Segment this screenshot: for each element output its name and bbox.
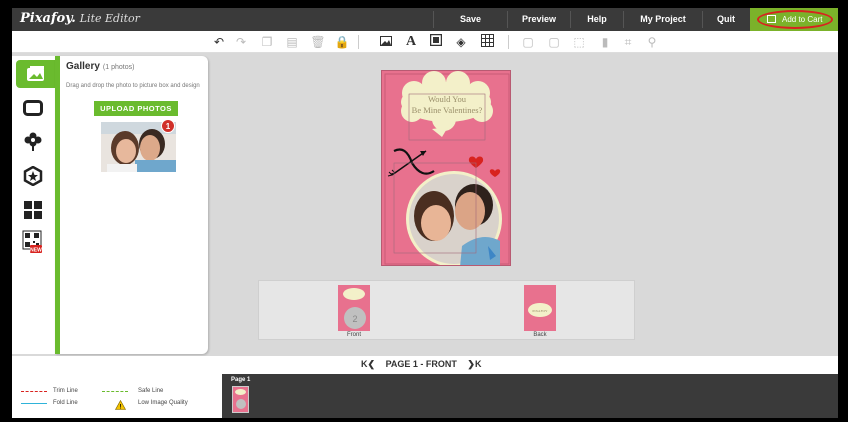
svg-text:PIXAFOY: PIXAFOY bbox=[532, 309, 548, 313]
lock-icon[interactable]: 🔒 bbox=[334, 35, 350, 49]
layout-grid-icon bbox=[23, 200, 43, 220]
copy-icon[interactable]: ❐ bbox=[261, 35, 273, 49]
image-icon[interactable] bbox=[378, 34, 394, 50]
line-legend bbox=[12, 374, 222, 418]
svg-text:NEW: NEW bbox=[30, 247, 42, 254]
gallery-tool-button[interactable] bbox=[16, 60, 56, 88]
qr-code-icon bbox=[22, 230, 44, 254]
gallery-hint: Drag and drop the photo to picture box and design bbox=[66, 83, 200, 89]
delete-icon[interactable]: 🗑 bbox=[310, 35, 326, 49]
crop-icon[interactable]: ⌗ bbox=[624, 35, 632, 49]
preview-button[interactable]: Preview bbox=[521, 14, 557, 24]
logo-text: Pixafoy. bbox=[20, 11, 76, 26]
fold-line-swatch bbox=[21, 403, 47, 404]
sticker-tool-button[interactable] bbox=[16, 162, 50, 190]
front-page-thumbnail[interactable] bbox=[338, 285, 370, 331]
flower-icon bbox=[24, 132, 42, 152]
svg-text:!: ! bbox=[119, 404, 122, 410]
cart-icon bbox=[767, 15, 776, 23]
photo-icon bbox=[26, 65, 46, 83]
send-back-icon[interactable]: ▢ bbox=[548, 35, 560, 49]
add-to-cart-label: Add to Cart bbox=[782, 15, 823, 24]
bottom-bar bbox=[12, 374, 838, 418]
eraser-icon[interactable]: ◈ bbox=[456, 35, 466, 49]
low-quality-label: Low Image Quality bbox=[138, 400, 188, 406]
page-1-thumbnail[interactable] bbox=[232, 386, 249, 413]
clipart-tool-button[interactable] bbox=[16, 128, 50, 156]
pin-icon[interactable]: ⚲ bbox=[647, 35, 657, 49]
upload-photos-button[interactable]: UPLOAD PHOTOS bbox=[94, 101, 178, 116]
bring-front-icon[interactable]: ▢ bbox=[522, 35, 534, 49]
editor-toolbar bbox=[12, 31, 838, 53]
app-logo bbox=[20, 11, 140, 26]
fold-line-label: Fold Line bbox=[53, 400, 78, 406]
page-navigation bbox=[12, 356, 838, 374]
help-button[interactable]: Help bbox=[587, 14, 607, 24]
back-page-label: Back bbox=[533, 332, 547, 338]
gallery-panel bbox=[55, 56, 208, 354]
card-headline-line1: Would You bbox=[427, 94, 467, 104]
gallery-title-text: Gallery bbox=[66, 61, 100, 72]
undo-icon[interactable]: ↶ bbox=[213, 35, 225, 49]
warning-icon bbox=[115, 397, 126, 415]
gallery-title bbox=[66, 61, 134, 72]
frame-icon[interactable] bbox=[428, 34, 444, 50]
last-page-button[interactable]: ❯K bbox=[467, 359, 482, 369]
gallery-count: (1 photos) bbox=[102, 64, 135, 71]
front-page-label: Front bbox=[346, 332, 361, 338]
trim-line-swatch bbox=[21, 391, 47, 392]
safe-line-label: Safe Line bbox=[138, 388, 164, 394]
back-page-thumbnail[interactable] bbox=[524, 285, 556, 331]
top-bar bbox=[12, 8, 838, 31]
card-headline bbox=[406, 94, 488, 116]
redo-icon[interactable]: ↷ bbox=[235, 35, 247, 49]
grid-icon[interactable] bbox=[479, 34, 495, 50]
trim-line-label: Trim Line bbox=[53, 388, 78, 394]
logo-subtitle: Lite Editor bbox=[79, 12, 140, 25]
tool-rail bbox=[12, 56, 56, 354]
paste-icon[interactable]: ▤ bbox=[286, 35, 298, 49]
align-icon[interactable]: ⬚ bbox=[573, 35, 585, 49]
pages-bar-label: Page 1 bbox=[231, 377, 251, 383]
safe-line-swatch bbox=[102, 391, 128, 392]
quit-button[interactable]: Quit bbox=[717, 14, 735, 24]
flip-icon[interactable]: ▮ bbox=[601, 35, 609, 49]
my-project-button[interactable]: My Project bbox=[640, 14, 686, 24]
layout-tool-button[interactable] bbox=[16, 196, 50, 224]
photo-usage-badge: 1 bbox=[161, 119, 175, 133]
rectangle-icon bbox=[23, 100, 43, 116]
page-strip bbox=[258, 280, 635, 340]
card-headline-line2: Be Mine Valentines? bbox=[411, 105, 483, 115]
badge-star-icon bbox=[23, 166, 43, 186]
current-page-label: PAGE 1 - FRONT bbox=[385, 359, 457, 369]
first-page-button[interactable]: K❮ bbox=[361, 359, 376, 369]
svg-text:2: 2 bbox=[352, 314, 358, 324]
qr-tool-button[interactable] bbox=[16, 228, 50, 256]
text-icon[interactable]: A bbox=[405, 34, 417, 49]
add-to-cart-button[interactable] bbox=[750, 8, 838, 31]
save-button[interactable]: Save bbox=[459, 14, 482, 24]
shape-tool-button[interactable] bbox=[16, 94, 50, 122]
card-canvas[interactable] bbox=[381, 70, 511, 266]
